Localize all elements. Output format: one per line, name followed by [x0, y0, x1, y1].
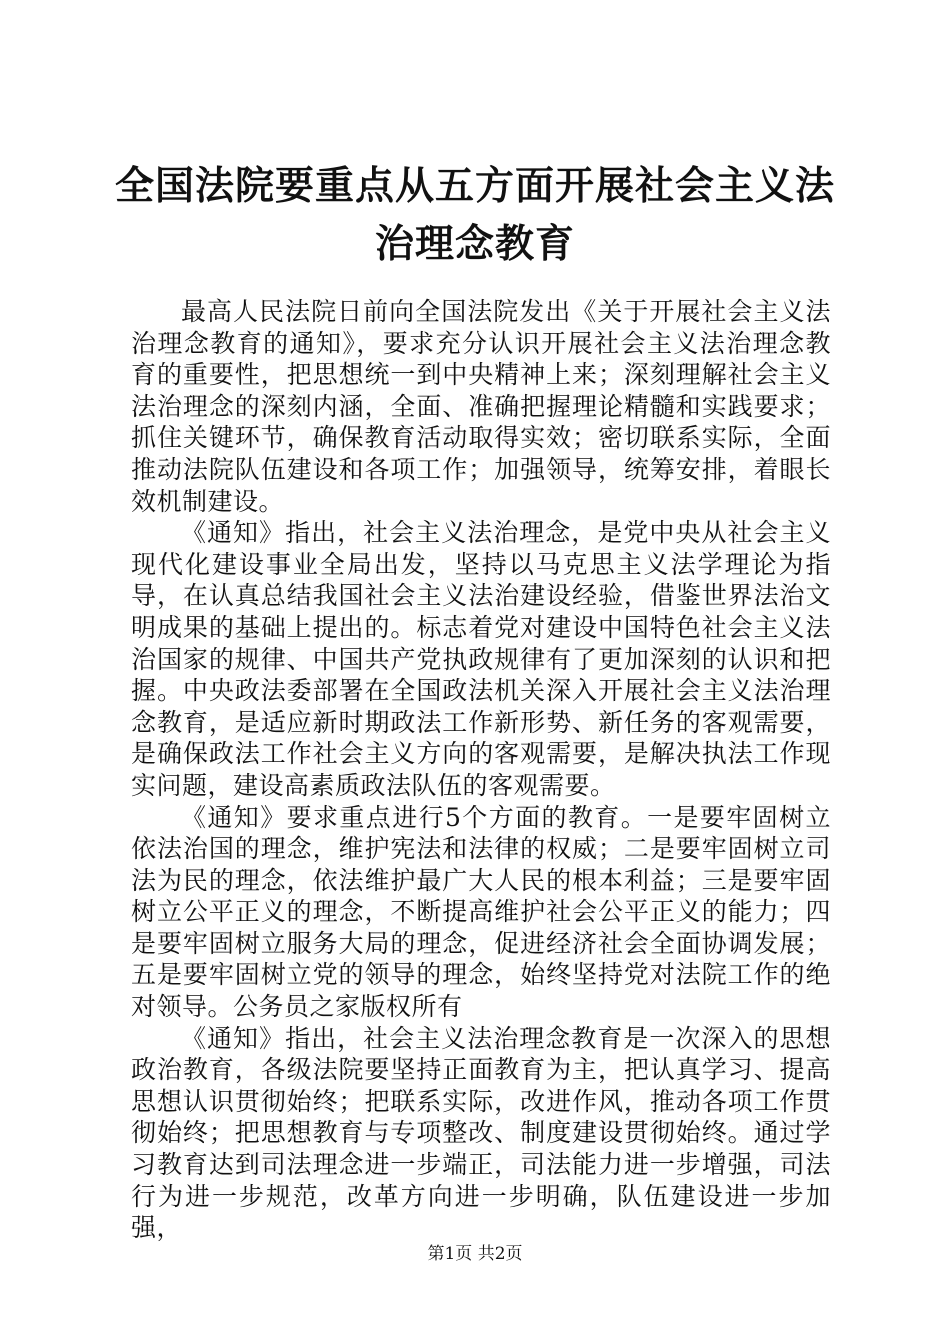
- paragraph-4: 《通知》指出，社会主义法治理念教育是一次深入的思想政治教育，各级法院要坚持正面教育为主，把认真学习、提高思想认识贯彻始终；把联系实际，改进作风，推动各项工作贯彻始终；把思想教育与专项整改、制度建设贯彻始终。通过学习教育达到司法理念进一步端正，司法能力进一步增强，司法行为进一步规范，改革方向进一步明确，队伍建设进一步加强，: [131, 1023, 831, 1243]
- paragraph-3: 《通知》要求重点进行5个方面的教育。一是要牢固树立依法治国的理念，维护宪法和法律的权威；二是要牢固树立司法为民的理念，依法维护最广大人民的根本利益；三是要牢固树立公平正义的理念，不断提高维护社会公平正义的能力；四是要牢固树立服务大局的理念，促进经济社会全面协调发展；五是要牢固树立党的领导的理念，始终坚持党对法院工作的绝对领导。公务员之家版权所有: [131, 802, 831, 1022]
- paragraph-2: 《通知》指出，社会主义法治理念，是党中央从社会主义现代化建设事业全局出发，坚持以马克思主义法学理论为指导，在认真总结我国社会主义法治建设经验，借鉴世界法治文明成果的基础上提出的。标志着党对建设中国特色社会主义法治国家的规律、中国共产党执政规律有了更加深刻的认识和把握。中央政法委部署在全国政法机关深入开展社会主义法治理念教育，是适应新时期政法工作新形势、新任务的客观需要，是确保政法工作社会主义方向的客观需要，是解决执法工作现实问题，建设高素质政法队伍的客观需要。: [131, 518, 831, 800]
- document-body: [131, 296, 831, 1244]
- page-footer: 第1页 共2页: [427, 1244, 523, 1264]
- document-title: 全国法院要重点从五方面开展社会主义法治理念教育: [114, 164, 835, 267]
- paragraph-1: 最高人民法院日前向全国法院发出《关于开展社会主义法治理念教育的通知》，要求充分认识开展社会主义法治理念教育的重要性，把思想统一到中央精神上来；深刻理解社会主义法治理念的深刻内涵，全面、准确把握理论精髓和实践要求；抓住关键环节，确保教育活动取得实效；密切联系实际，全面推动法院队伍建设和各项工作；加强领导，统筹安排，着眼长效机制建设。: [131, 297, 831, 516]
